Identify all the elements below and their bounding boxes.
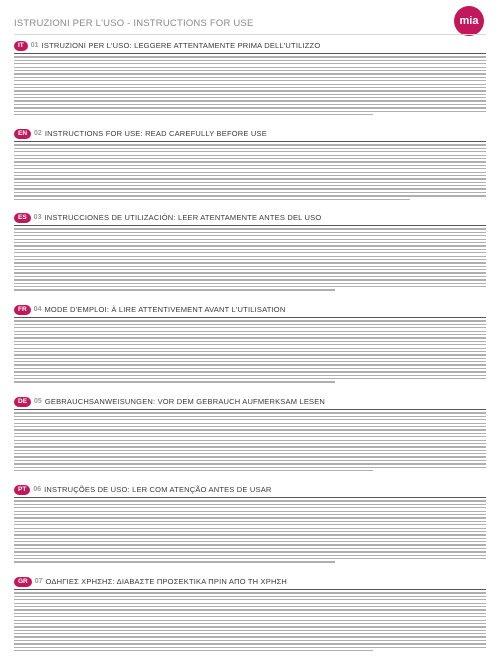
fine-print-line	[14, 114, 373, 115]
fine-print-line	[14, 279, 486, 280]
section-body-text	[14, 225, 486, 298]
fine-print-line	[14, 358, 486, 359]
fine-print-line	[14, 225, 486, 226]
fine-print-line	[14, 538, 486, 539]
fine-print-line	[14, 155, 486, 156]
section-number: 03	[33, 214, 42, 221]
fine-print-line	[14, 344, 486, 345]
fine-print-line	[14, 148, 486, 149]
fine-print-line	[14, 272, 486, 273]
fine-print-line	[14, 104, 486, 105]
fine-print-line	[14, 327, 486, 328]
fine-print-line	[14, 453, 486, 454]
fine-print-line	[14, 429, 486, 430]
fine-print-line	[14, 165, 486, 166]
fine-print-line	[14, 381, 335, 382]
fine-print-line	[14, 603, 486, 604]
section-title: MODE D'EMPLOI: À LIRE ATTENTIVEMENT AVANT L'UTILISATION	[44, 305, 286, 314]
fine-print-line	[14, 259, 486, 260]
fine-print-line	[14, 623, 486, 624]
fine-print-line	[14, 56, 486, 57]
language-badge: IT	[14, 41, 28, 51]
fine-print-line	[14, 534, 486, 535]
section-header	[14, 128, 486, 139]
fine-print-line	[14, 158, 486, 159]
fine-print-line	[14, 242, 486, 243]
fine-print-line	[14, 232, 486, 233]
fine-print-line	[14, 228, 486, 229]
fine-print-line	[14, 544, 486, 545]
fine-print-line	[14, 531, 486, 532]
fine-print-line	[14, 412, 486, 413]
section-body-text	[14, 409, 486, 478]
fine-print-line	[14, 633, 486, 634]
header-divider	[14, 34, 486, 35]
section-body-text	[14, 589, 486, 658]
fine-print-line	[14, 548, 486, 549]
fine-print-line	[14, 151, 486, 152]
fine-print-line	[14, 555, 486, 556]
fine-print-line	[14, 266, 486, 267]
section-number: 01	[30, 42, 39, 49]
fine-print-line	[14, 558, 486, 559]
section-pt	[14, 484, 486, 570]
fine-print-line	[14, 446, 486, 447]
fine-print-line	[14, 341, 486, 342]
fine-print-line	[14, 541, 486, 542]
fine-print-line	[14, 269, 486, 270]
fine-print-line	[14, 97, 486, 98]
brand-logo: mia	[454, 6, 484, 36]
fine-print-line	[14, 433, 486, 434]
fine-print-line	[14, 161, 486, 162]
fine-print-line	[14, 596, 486, 597]
fine-print-line	[14, 90, 486, 91]
fine-print-line	[14, 348, 486, 349]
fine-print-line	[14, 276, 486, 277]
fine-print-line	[14, 589, 486, 590]
fine-print-line	[14, 289, 335, 290]
section-body-text	[14, 53, 486, 122]
fine-print-line	[14, 647, 486, 648]
section-body-text	[14, 141, 486, 206]
fine-print-line	[14, 334, 486, 335]
fine-print-line	[14, 504, 486, 505]
fine-print-line	[14, 378, 486, 379]
fine-print-line	[14, 94, 486, 95]
fine-print-line	[14, 507, 486, 508]
fine-print-line	[14, 53, 486, 54]
section-number: 02	[34, 130, 42, 137]
fine-print-line	[14, 423, 486, 424]
fine-print-line	[14, 63, 486, 64]
section-header	[14, 304, 486, 315]
section-body-text	[14, 497, 486, 570]
language-badge: GR	[14, 577, 32, 587]
section-header	[14, 484, 486, 495]
fine-print-line	[14, 111, 486, 112]
fine-print-line	[14, 331, 486, 332]
fine-print-line	[14, 84, 486, 85]
section-title: INSTRUCTIONS FOR USE: READ CAREFULLY BEFORE USE	[44, 129, 267, 138]
fine-print-line	[14, 188, 486, 189]
fine-print-line	[14, 640, 486, 641]
language-badge: DE	[14, 397, 31, 407]
fine-print-line	[14, 67, 486, 68]
fine-print-line	[14, 620, 486, 621]
fine-print-line	[14, 450, 486, 451]
fine-print-line	[14, 561, 335, 562]
section-fr	[14, 304, 486, 390]
section-header	[14, 396, 486, 407]
fine-print-line	[14, 630, 486, 631]
fine-print-line	[14, 416, 486, 417]
section-header	[14, 576, 486, 587]
fine-print-line	[14, 511, 486, 512]
fine-print-line	[14, 419, 486, 420]
section-number: 06	[33, 486, 42, 493]
language-badge: EN	[14, 129, 31, 139]
fine-print-line	[14, 613, 486, 614]
fine-print-line	[14, 100, 486, 101]
language-badge: FR	[14, 305, 31, 315]
section-header	[14, 40, 486, 51]
fine-print-line	[14, 283, 486, 284]
fine-print-line	[14, 609, 486, 610]
fine-print-line	[14, 528, 486, 529]
section-es	[14, 212, 486, 298]
fine-print-line	[14, 354, 486, 355]
fine-print-line	[14, 463, 486, 464]
fine-print-line	[14, 245, 486, 246]
fine-print-line	[14, 368, 486, 369]
fine-print-line	[14, 87, 486, 88]
fine-print-line	[14, 514, 486, 515]
fine-print-line	[14, 470, 373, 471]
fine-print-line	[14, 551, 486, 552]
fine-print-line	[14, 361, 486, 362]
fine-print-line	[14, 500, 486, 501]
fine-print-line	[14, 456, 486, 457]
language-badge: ES	[14, 213, 31, 223]
fine-print-line	[14, 262, 486, 263]
document-title: ISTRUZIONI PER L'USO - INSTRUCTIONS FOR USE	[14, 18, 254, 29]
fine-print-line	[14, 239, 486, 240]
fine-print-line	[14, 141, 486, 142]
fine-print-line	[14, 426, 486, 427]
fine-print-line	[14, 443, 486, 444]
fine-print-line	[14, 235, 486, 236]
fine-print-line	[14, 175, 486, 176]
fine-print-line	[14, 107, 486, 108]
fine-print-line	[14, 436, 486, 437]
fine-print-line	[14, 599, 486, 600]
section-de	[14, 396, 486, 478]
fine-print-line	[14, 440, 486, 441]
fine-print-line	[14, 185, 486, 186]
section-number: 05	[34, 398, 42, 405]
fine-print-line	[14, 256, 486, 257]
fine-print-line	[14, 195, 486, 196]
section-title: INSTRUCCIONES DE UTILIZACIÓN: LEER ATENTAMENTE ANTES DEL USO	[44, 213, 322, 222]
fine-print-line	[14, 249, 486, 250]
fine-print-line	[14, 168, 486, 169]
section-title: INSTRUÇÕES DE USO: LER COM ATENÇÃO ANTES DE USAR	[44, 485, 272, 494]
fine-print-line	[14, 371, 486, 372]
instruction-sheet	[8, 6, 492, 661]
fine-print-line	[14, 375, 486, 376]
section-it	[14, 40, 486, 122]
fine-print-line	[14, 636, 486, 637]
section-title: ISTRUZIONI PER L'USO: LEGGERE ATTENTAMENTE PRIMA DELL'UTILIZZO	[41, 41, 321, 50]
fine-print-line	[14, 77, 486, 78]
fine-print-line	[14, 70, 486, 71]
section-number: 07	[34, 578, 43, 585]
fine-print-line	[14, 650, 373, 651]
section-header	[14, 212, 486, 223]
fine-print-line	[14, 351, 486, 352]
fine-print-line	[14, 252, 486, 253]
fine-print-line	[14, 497, 486, 498]
fine-print-line	[14, 80, 486, 81]
fine-print-line	[14, 144, 486, 145]
fine-print-line	[14, 592, 486, 593]
fine-print-line	[14, 364, 486, 365]
fine-print-line	[14, 606, 486, 607]
fine-print-line	[14, 178, 486, 179]
section-gr	[14, 576, 486, 658]
language-badge: PT	[14, 485, 30, 495]
section-en	[14, 128, 486, 206]
fine-print-line	[14, 182, 486, 183]
fine-print-line	[14, 467, 486, 468]
fine-print-line	[14, 643, 486, 644]
fine-print-line	[14, 199, 410, 200]
fine-print-line	[14, 317, 486, 318]
fine-print-line	[14, 409, 486, 410]
fine-print-line	[14, 524, 486, 525]
section-body-text	[14, 317, 486, 390]
fine-print-line	[14, 460, 486, 461]
section-title: ΟΔΗΓΙΕΣ ΧΡΗΣΗΣ: ΔΙΑΒΑΣΤΕ ΠΡΟΣΕΚΤΙΚΑ ΠΡΙΝ ΑΠΟ ΤΗ ΧΡΗΣΗ	[45, 577, 288, 586]
section-title: GEBRAUCHSANWEISUNGEN: VOR DEM GEBRAUCH AUFMERKSAM LESEN	[44, 397, 326, 406]
fine-print-line	[14, 286, 486, 287]
fine-print-line	[14, 172, 486, 173]
fine-print-line	[14, 517, 486, 518]
fine-print-line	[14, 521, 486, 522]
fine-print-line	[14, 320, 486, 321]
fine-print-line	[14, 626, 486, 627]
fine-print-line	[14, 616, 486, 617]
section-number: 04	[33, 306, 42, 313]
fine-print-line	[14, 73, 486, 74]
fine-print-line	[14, 192, 486, 193]
fine-print-line	[14, 324, 486, 325]
fine-print-line	[14, 60, 486, 61]
fine-print-line	[14, 337, 486, 338]
